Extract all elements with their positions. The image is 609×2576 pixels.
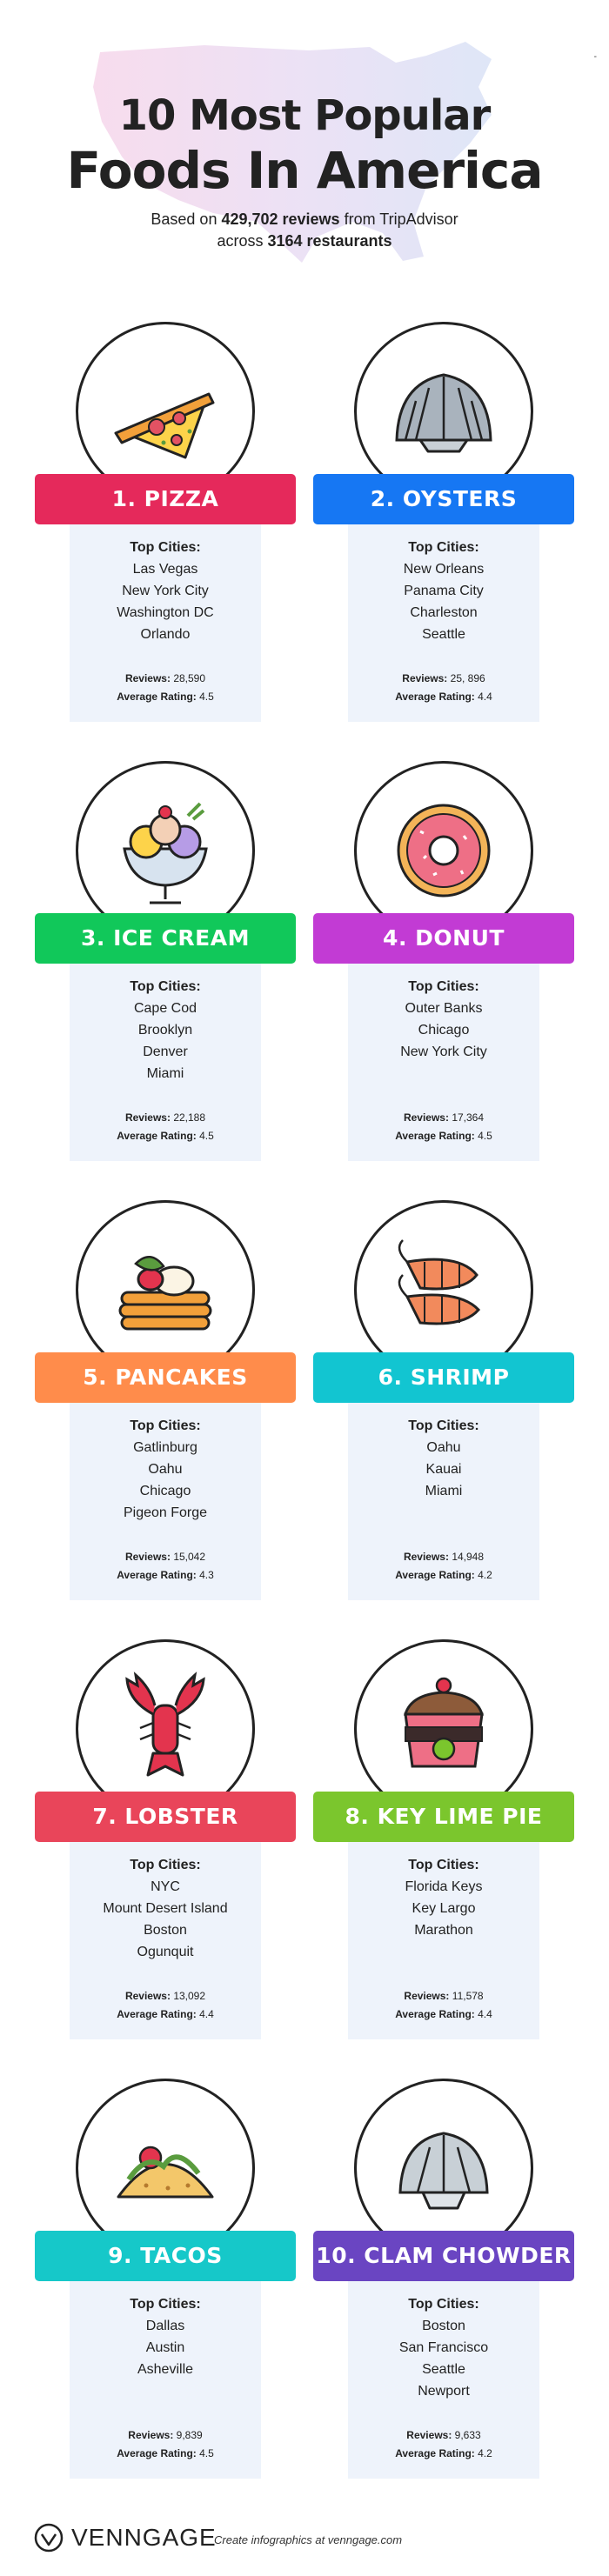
subtitle (0, 209, 609, 252)
lobster-icon (103, 1666, 228, 1792)
rating-label: Average Rating: (117, 1569, 197, 1581)
city-item: Seattle (422, 2362, 465, 2377)
city-item: New York City (122, 584, 209, 598)
city-item: Cape Cod (133, 1001, 197, 1016)
city-item: Kauai (425, 1462, 462, 1477)
food-title-banner: 6. SHRIMP (313, 1352, 574, 1403)
food-card (35, 322, 296, 731)
top-cities-heading: Top Cities: (130, 979, 201, 994)
city-item: Pigeon Forge (123, 1505, 208, 1520)
top-cities-heading: Top Cities: (130, 2297, 201, 2312)
title-line-1: 10 Most Popular (118, 91, 491, 140)
footer-note[interactable]: Create infographics at venngage.com (214, 2533, 403, 2546)
food-title-banner: 4. DONUT (313, 913, 574, 964)
food-title-banner: 8. KEY LIME PIE (313, 1792, 574, 1842)
reviews-label: Reviews: (404, 1990, 450, 2002)
rating-value: 4.4 (478, 691, 492, 703)
reviews-label: Reviews: (403, 1111, 449, 1124)
rating-value: 4.4 (199, 2008, 214, 2020)
rating-value: 4.2 (478, 2447, 492, 2459)
shrimp-icon (381, 1227, 506, 1352)
top-cities-heading: Top Cities: (408, 540, 479, 555)
city-item: Charleston (410, 605, 478, 620)
rating-label: Average Rating: (117, 2447, 197, 2459)
reviews-label: Reviews: (402, 672, 448, 684)
top-cities-list (348, 1416, 539, 1502)
rating-label: Average Rating: (117, 691, 197, 703)
city-item: Orlando (140, 627, 191, 642)
reviews-total: 429,702 reviews (221, 210, 340, 228)
food-stats (348, 1987, 539, 2024)
rating-label: Average Rating: (395, 691, 475, 703)
rating-label: Average Rating: (395, 2008, 475, 2020)
taco-icon (103, 2106, 228, 2231)
top-cities-list (348, 1855, 539, 1941)
city-item: Miami (146, 1066, 184, 1081)
top-cities-heading: Top Cities: (408, 979, 479, 994)
food-title-banner: 3. ICE CREAM (35, 913, 296, 964)
rating-value: 4.5 (199, 2447, 214, 2459)
food-stats (70, 1109, 261, 1145)
city-item: Denver (143, 1044, 188, 1059)
food-card (35, 761, 296, 1170)
reviews-value: 13,092 (173, 1990, 206, 2002)
top-cities-list (348, 977, 539, 1063)
hero-header (0, 0, 609, 287)
rating-value: 4.5 (199, 691, 214, 703)
reviews-label: Reviews: (124, 1551, 171, 1563)
reviews-value: 25, 896 (450, 672, 485, 684)
rating-value: 4.5 (478, 1130, 492, 1142)
city-item: Key Largo (412, 1901, 476, 1916)
reviews-label: Reviews: (406, 2429, 452, 2441)
city-item: Las Vegas (132, 562, 198, 577)
brand-name[interactable]: VENNGAGE (71, 2524, 217, 2551)
top-cities-list (70, 1855, 261, 1963)
top-cities-list (348, 2294, 539, 2402)
food-card (313, 2079, 574, 2487)
food-card (35, 1639, 296, 2048)
food-stats (348, 1109, 539, 1145)
top-cities-list (348, 537, 539, 645)
food-title-banner: 9. TACOS (35, 2231, 296, 2281)
reviews-value: 11,578 (452, 1990, 484, 2002)
city-item: Ogunquit (137, 1945, 194, 1959)
ice-cream-icon (103, 788, 228, 913)
food-card (313, 1639, 574, 2048)
reviews-value: 9,839 (176, 2429, 203, 2441)
top-cities-heading: Top Cities: (130, 1418, 201, 1433)
city-item: Washington DC (117, 605, 214, 620)
reviews-value: 9,633 (454, 2429, 481, 2441)
city-item: Oahu (148, 1462, 183, 1477)
reviews-label: Reviews: (128, 2429, 174, 2441)
reviews-label: Reviews: (124, 1990, 171, 2002)
reviews-value: 14,948 (452, 1551, 485, 1563)
rating-label: Average Rating: (395, 1130, 475, 1142)
rating-label: Average Rating: (117, 2008, 197, 2020)
donut-icon (381, 788, 506, 913)
footer (0, 2505, 609, 2576)
city-item: Boston (422, 2319, 465, 2333)
city-item: Panama City (404, 584, 484, 598)
reviews-value: 15,042 (173, 1551, 206, 1563)
city-item: Boston (144, 1923, 187, 1938)
city-item: Miami (425, 1484, 463, 1498)
pancakes-icon (103, 1227, 228, 1352)
food-card (313, 322, 574, 731)
food-title-banner: 5. PANCAKES (35, 1352, 296, 1403)
top-cities-list (70, 977, 261, 1084)
corner-mark: - (593, 52, 597, 62)
oyster-icon (381, 349, 506, 474)
reviews-label: Reviews: (124, 1111, 171, 1124)
city-item: San Francisco (398, 2340, 489, 2355)
city-item: Gatlinburg (133, 1440, 197, 1455)
rating-value: 4.4 (478, 2008, 492, 2020)
restaurants-total: 3164 restaurants (267, 232, 392, 250)
city-item: NYC (151, 1879, 180, 1894)
clam-chowder-icon (381, 2106, 506, 2231)
rating-value: 4.3 (199, 1569, 214, 1581)
food-card (313, 761, 574, 1170)
food-stats (70, 2426, 261, 2463)
venngage-logo-icon[interactable] (33, 2522, 64, 2553)
food-card (35, 2079, 296, 2487)
food-title-banner: 1. PIZZA (35, 474, 296, 524)
food-stats (70, 670, 261, 706)
rating-label: Average Rating: (395, 2447, 475, 2459)
city-item: Outer Banks (405, 1001, 483, 1016)
subtitle-source: from TripAdvisor (339, 210, 458, 228)
city-item: Mount Desert Island (103, 1901, 228, 1916)
city-item: Oahu (426, 1440, 461, 1455)
reviews-value: 22,188 (173, 1111, 206, 1124)
rating-value: 4.2 (478, 1569, 492, 1581)
city-item: New Orleans (403, 562, 485, 577)
reviews-value: 28,590 (173, 672, 206, 684)
food-title-banner: 7. LOBSTER (35, 1792, 296, 1842)
food-card (313, 1200, 574, 1609)
food-stats (70, 1987, 261, 2024)
key-lime-pie-icon (381, 1666, 506, 1792)
rating-value: 4.5 (199, 1130, 214, 1142)
food-stats (348, 2426, 539, 2463)
top-cities-list (70, 1416, 261, 1524)
food-stats (348, 1548, 539, 1585)
city-item: Chicago (139, 1484, 191, 1498)
city-item: Newport (418, 2384, 470, 2399)
pizza-icon (103, 349, 228, 474)
top-cities-heading: Top Cities: (130, 1858, 201, 1872)
top-cities-heading: Top Cities: (130, 540, 201, 555)
city-item: Asheville (137, 2362, 194, 2377)
reviews-label: Reviews: (403, 1551, 449, 1563)
reviews-value: 17,364 (452, 1111, 485, 1124)
top-cities-heading: Top Cities: (408, 1858, 479, 1872)
city-item: Seattle (422, 627, 465, 642)
subtitle-text: Based on (151, 210, 222, 228)
food-stats (348, 670, 539, 706)
city-item: New York City (400, 1044, 487, 1059)
city-item: Dallas (145, 2319, 185, 2333)
rating-label: Average Rating: (395, 1569, 475, 1581)
city-item: Marathon (414, 1923, 473, 1938)
subtitle-text-2: across (217, 232, 268, 250)
city-item: Chicago (418, 1023, 470, 1038)
food-title-banner: 2. OYSTERS (313, 474, 574, 524)
top-cities-heading: Top Cities: (408, 1418, 479, 1433)
rating-label: Average Rating: (117, 1130, 197, 1142)
title-line-2: Foods In America (66, 141, 543, 200)
reviews-label: Reviews: (124, 672, 171, 684)
food-card (35, 1200, 296, 1609)
food-title-banner: 10. CLAM CHOWDER (313, 2231, 574, 2281)
top-cities-list (70, 537, 261, 645)
top-cities-heading: Top Cities: (408, 2297, 479, 2312)
food-stats (70, 1548, 261, 1585)
city-item: Brooklyn (137, 1023, 193, 1038)
city-item: Austin (145, 2340, 185, 2355)
top-cities-list (70, 2294, 261, 2380)
city-item: Florida Keys (405, 1879, 483, 1894)
